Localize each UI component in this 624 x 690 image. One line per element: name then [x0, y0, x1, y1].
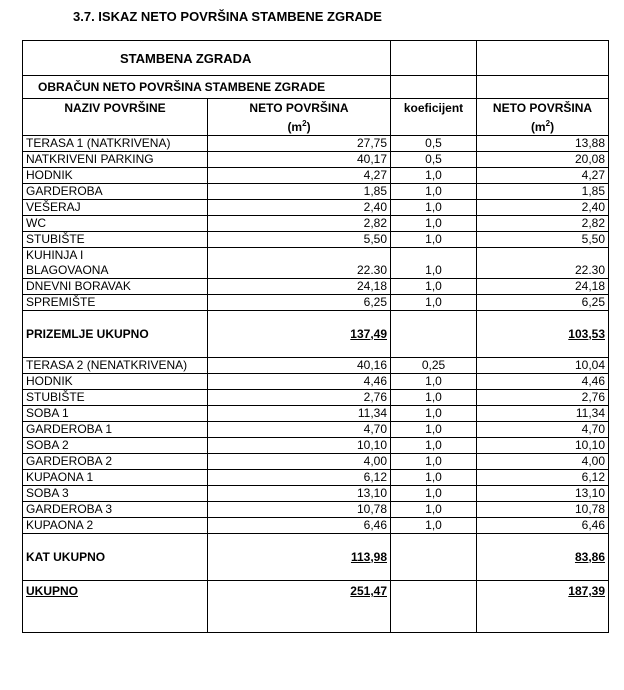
room-weighted-area: 1,85 — [477, 184, 609, 200]
table-row — [23, 136, 609, 152]
room-net-area: 5,50 — [208, 232, 391, 248]
col-header-net-area-weighted: NETO POVRŠINA $(m^2)$ — [477, 99, 609, 136]
room-net-area: 1,85 — [208, 184, 391, 200]
room-weighted-area: 10,10 — [477, 438, 609, 454]
room-name: SOBA 3 — [23, 486, 208, 502]
room-net-area: 2,82 — [208, 216, 391, 232]
table-row — [23, 184, 609, 200]
col-header-coefficient: koeficijent — [391, 99, 477, 136]
room-weighted-area: 10,04 — [477, 358, 609, 374]
room-coefficient: 1,0 — [391, 470, 477, 486]
room-name: GARDEROBA 1 — [23, 422, 208, 438]
table-title-row — [23, 41, 609, 76]
room-weighted-area: 13,10 — [477, 486, 609, 502]
room-net-area: 11,34 — [208, 406, 391, 422]
room-weighted-area: 22.30 — [477, 248, 609, 279]
grand-total-row — [23, 581, 609, 633]
table-row — [23, 422, 609, 438]
ground-total-row — [23, 311, 609, 358]
room-weighted-area: 13,88 — [477, 136, 609, 152]
room-weighted-area: 6,46 — [477, 518, 609, 534]
upper-total-label: KAT UKUPNO — [23, 534, 208, 581]
upper-total-weighted-area: 83,86 — [477, 534, 609, 581]
room-name: TERASA 1 (NATKRIVENA) — [23, 136, 208, 152]
room-weighted-area: 4,00 — [477, 454, 609, 470]
table-row — [23, 295, 609, 311]
document-heading: 3.7. ISKAZ NETO POVRŠINA STAMBENE ZGRADE — [73, 9, 382, 24]
room-name: KUPAONA 1 — [23, 470, 208, 486]
table-row — [23, 216, 609, 232]
room-name: DNEVNI BORAVAK — [23, 279, 208, 295]
room-weighted-area: 2,40 — [477, 200, 609, 216]
room-net-area: 27,75 — [208, 136, 391, 152]
ground-total-label: PRIZEMLJE UKUPNO — [23, 311, 208, 358]
room-name: HODNIK — [23, 374, 208, 390]
room-coefficient: 0,25 — [391, 358, 477, 374]
room-coefficient: 1,0 — [391, 279, 477, 295]
room-name: SPREMIŠTE — [23, 295, 208, 311]
room-net-area: 6,12 — [208, 470, 391, 486]
room-weighted-area: 24,18 — [477, 279, 609, 295]
ground-total-area: 137,49 — [208, 311, 391, 358]
room-weighted-area: 4,27 — [477, 168, 609, 184]
room-coefficient: 1,0 — [391, 200, 477, 216]
room-coefficient: 1,0 — [391, 438, 477, 454]
room-net-area: 4,00 — [208, 454, 391, 470]
grand-total-weighted-area: 187,39 — [477, 581, 609, 633]
room-name: GARDEROBA 2 — [23, 454, 208, 470]
table-row — [23, 248, 609, 279]
room-name: VEŠERAJ — [23, 200, 208, 216]
room-coefficient: 1,0 — [391, 454, 477, 470]
room-coefficient: 0,5 — [391, 136, 477, 152]
room-net-area: 4,70 — [208, 422, 391, 438]
room-net-area: 13,10 — [208, 486, 391, 502]
room-coefficient: 1,0 — [391, 374, 477, 390]
col-header-net-area: NETO POVRŠINA $(m^2)$ — [208, 99, 391, 136]
room-coefficient: 1,0 — [391, 406, 477, 422]
net-area-table — [22, 40, 609, 633]
table-row — [23, 518, 609, 534]
room-net-area: 4,46 — [208, 374, 391, 390]
table-subtitle: OBRAČUN NETO POVRŠINA STAMBENE ZGRADE — [23, 76, 391, 99]
room-coefficient: 1,0 — [391, 232, 477, 248]
table-row — [23, 358, 609, 374]
room-name: TERASA 2 (NENATKRIVENA) — [23, 358, 208, 374]
room-name: GARDEROBA 3 — [23, 502, 208, 518]
room-net-area: 2,76 — [208, 390, 391, 406]
room-name: HODNIK — [23, 168, 208, 184]
table-row — [23, 454, 609, 470]
room-net-area: 10,78 — [208, 502, 391, 518]
room-coefficient: 1,0 — [391, 295, 477, 311]
room-name: WC — [23, 216, 208, 232]
table-row — [23, 390, 609, 406]
room-weighted-area: 4,70 — [477, 422, 609, 438]
room-weighted-area: 2,76 — [477, 390, 609, 406]
room-name: KUPAONA 2 — [23, 518, 208, 534]
room-name: SOBA 1 — [23, 406, 208, 422]
room-net-area: 6,25 — [208, 295, 391, 311]
room-net-area: 2,40 — [208, 200, 391, 216]
col-header-name: NAZIV POVRŠINE — [23, 99, 208, 136]
upper-total-row — [23, 534, 609, 581]
room-coefficient: 0,5 — [391, 152, 477, 168]
room-name: GARDEROBA — [23, 184, 208, 200]
room-coefficient: 1,0 — [391, 502, 477, 518]
room-net-area: 4,27 — [208, 168, 391, 184]
room-weighted-area: 5,50 — [477, 232, 609, 248]
table-row — [23, 406, 609, 422]
ground-total-coefficient — [391, 311, 477, 358]
room-coefficient: 1,0 — [391, 486, 477, 502]
room-coefficient: 1,0 — [391, 390, 477, 406]
room-net-area: 6,46 — [208, 518, 391, 534]
grand-total-coefficient — [391, 581, 477, 633]
grand-total-area: 251,47 — [208, 581, 391, 633]
room-weighted-area: 20,08 — [477, 152, 609, 168]
room-name: NATKRIVENI PARKING — [23, 152, 208, 168]
room-name: STUBIŠTE — [23, 232, 208, 248]
room-name: STUBIŠTE — [23, 390, 208, 406]
room-net-area: 40,16 — [208, 358, 391, 374]
room-coefficient: 1,0 — [391, 184, 477, 200]
table-row — [23, 152, 609, 168]
table-row — [23, 374, 609, 390]
grand-total-label: UKUPNO — [23, 581, 208, 633]
column-header-row — [23, 99, 609, 136]
room-coefficient: 1,0 — [391, 518, 477, 534]
room-net-area: 24,18 — [208, 279, 391, 295]
room-coefficient: 1,0 — [391, 422, 477, 438]
room-name: KUHINJA I BLAGOVAONA — [23, 248, 208, 279]
table-row — [23, 279, 609, 295]
ground-total-weighted-area: 103,53 — [477, 311, 609, 358]
table-title: STAMBENA ZGRADA — [23, 41, 391, 76]
room-coefficient: 1,0 — [391, 216, 477, 232]
room-name: SOBA 2 — [23, 438, 208, 454]
table-row — [23, 470, 609, 486]
table-row — [23, 438, 609, 454]
room-weighted-area: 10,78 — [477, 502, 609, 518]
table-row — [23, 168, 609, 184]
table-subtitle-row — [23, 76, 609, 99]
room-net-area: 10,10 — [208, 438, 391, 454]
upper-total-coefficient — [391, 534, 477, 581]
room-net-area: 40,17 — [208, 152, 391, 168]
room-weighted-area: 2,82 — [477, 216, 609, 232]
table-row — [23, 232, 609, 248]
room-coefficient: 1,0 — [391, 248, 477, 279]
room-weighted-area: 6,12 — [477, 470, 609, 486]
room-coefficient: 1,0 — [391, 168, 477, 184]
room-weighted-area: 6,25 — [477, 295, 609, 311]
table-row — [23, 200, 609, 216]
room-weighted-area: 11,34 — [477, 406, 609, 422]
table-row — [23, 502, 609, 518]
upper-total-area: 113,98 — [208, 534, 391, 581]
room-net-area: 22.30 — [208, 248, 391, 279]
table-row — [23, 486, 609, 502]
room-weighted-area: 4,46 — [477, 374, 609, 390]
